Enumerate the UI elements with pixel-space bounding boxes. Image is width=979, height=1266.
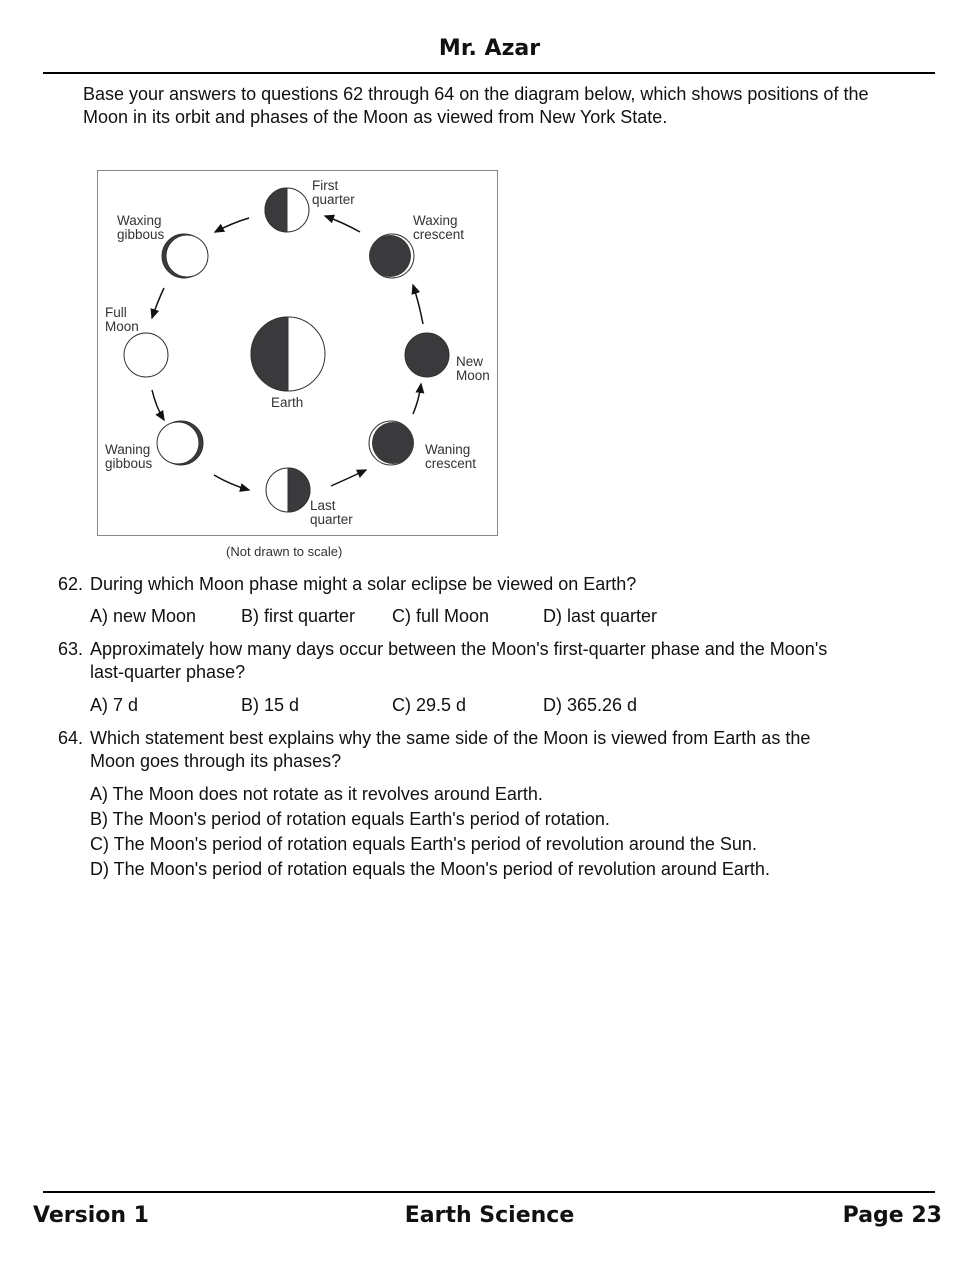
- label-full-moon: Full Moon: [105, 305, 139, 334]
- footer-rule: [43, 1191, 935, 1193]
- last-quarter-moon-icon: [266, 468, 310, 512]
- footer-page-number: Page 23: [842, 1203, 942, 1228]
- page-header: Mr. Azar: [438, 36, 541, 61]
- label-waxing-gibbous: Waxing gibbous: [117, 213, 165, 242]
- label-waning-crescent: Waning crescent: [425, 442, 477, 471]
- choice-62-b[interactable]: B) first quarter: [241, 606, 356, 626]
- header-rule: [43, 72, 935, 74]
- footer-subject: Earth Science: [404, 1203, 575, 1228]
- choice-63-b[interactable]: B) 15 d: [241, 695, 300, 715]
- first-quarter-moon-icon: [265, 188, 309, 232]
- moon-phases-diagram: [97, 170, 499, 537]
- label-last-quarter: Last quarter: [310, 498, 353, 527]
- choice-63-c[interactable]: C) 29.5 d: [392, 695, 467, 715]
- label-new-moon: New Moon: [456, 354, 490, 383]
- new-moon-icon: [405, 333, 449, 377]
- diagram-note: (Not drawn to scale): [226, 544, 343, 559]
- intro-text: Base your answers to questions 62 through 64 on the diagram below, which shows positions of the Moon in its orbit and phases of the Moon as viewed from New York State.: [83, 84, 869, 127]
- label-waxing-crescent: Waxing crescent: [413, 213, 465, 242]
- label-earth: Earth: [271, 395, 304, 410]
- question-64: 64. Which statement best explains why the same side of the Moon is viewed from Earth as the Moon goes through its phases?: [58, 728, 811, 771]
- question-62: 62. During which Moon phase might a solar eclipse be viewed on Earth?: [58, 574, 637, 594]
- choice-62-c[interactable]: C) full Moon: [392, 606, 490, 626]
- waning-crescent-moon-icon: [369, 421, 414, 465]
- choice-64-c[interactable]: C) The Moon's period of rotation equals Earth's period of revolution around the Sun.: [90, 834, 757, 854]
- choice-63-a[interactable]: A) 7 d: [90, 695, 139, 715]
- choice-62-d[interactable]: D) last quarter: [543, 606, 658, 626]
- full-moon-icon: [124, 333, 168, 377]
- label-first-quarter: First quarter: [312, 178, 355, 207]
- choice-64-b[interactable]: B) The Moon's period of rotation equals Earth's period of rotation.: [90, 809, 610, 829]
- earth-icon: [251, 317, 325, 391]
- footer-version: Version 1: [33, 1203, 149, 1228]
- choice-64-a[interactable]: A) The Moon does not rotate as it revolves around Earth.: [90, 784, 543, 804]
- label-waning-gibbous: Waning gibbous: [105, 442, 153, 471]
- waxing-crescent-moon-icon: [369, 234, 414, 278]
- choice-64-d[interactable]: D) The Moon's period of rotation equals the Moon's period of revolution around Earth.: [90, 859, 770, 879]
- question-63: 63. Approximately how many days occur between the Moon's first-quarter phase and the Moon's last-quarter phase?: [58, 639, 828, 682]
- waning-gibbous-moon-icon: [157, 421, 203, 465]
- choice-62-a[interactable]: A) new Moon: [90, 606, 197, 626]
- waxing-gibbous-moon-icon: [162, 234, 208, 278]
- choice-63-d[interactable]: D) 365.26 d: [543, 695, 638, 715]
